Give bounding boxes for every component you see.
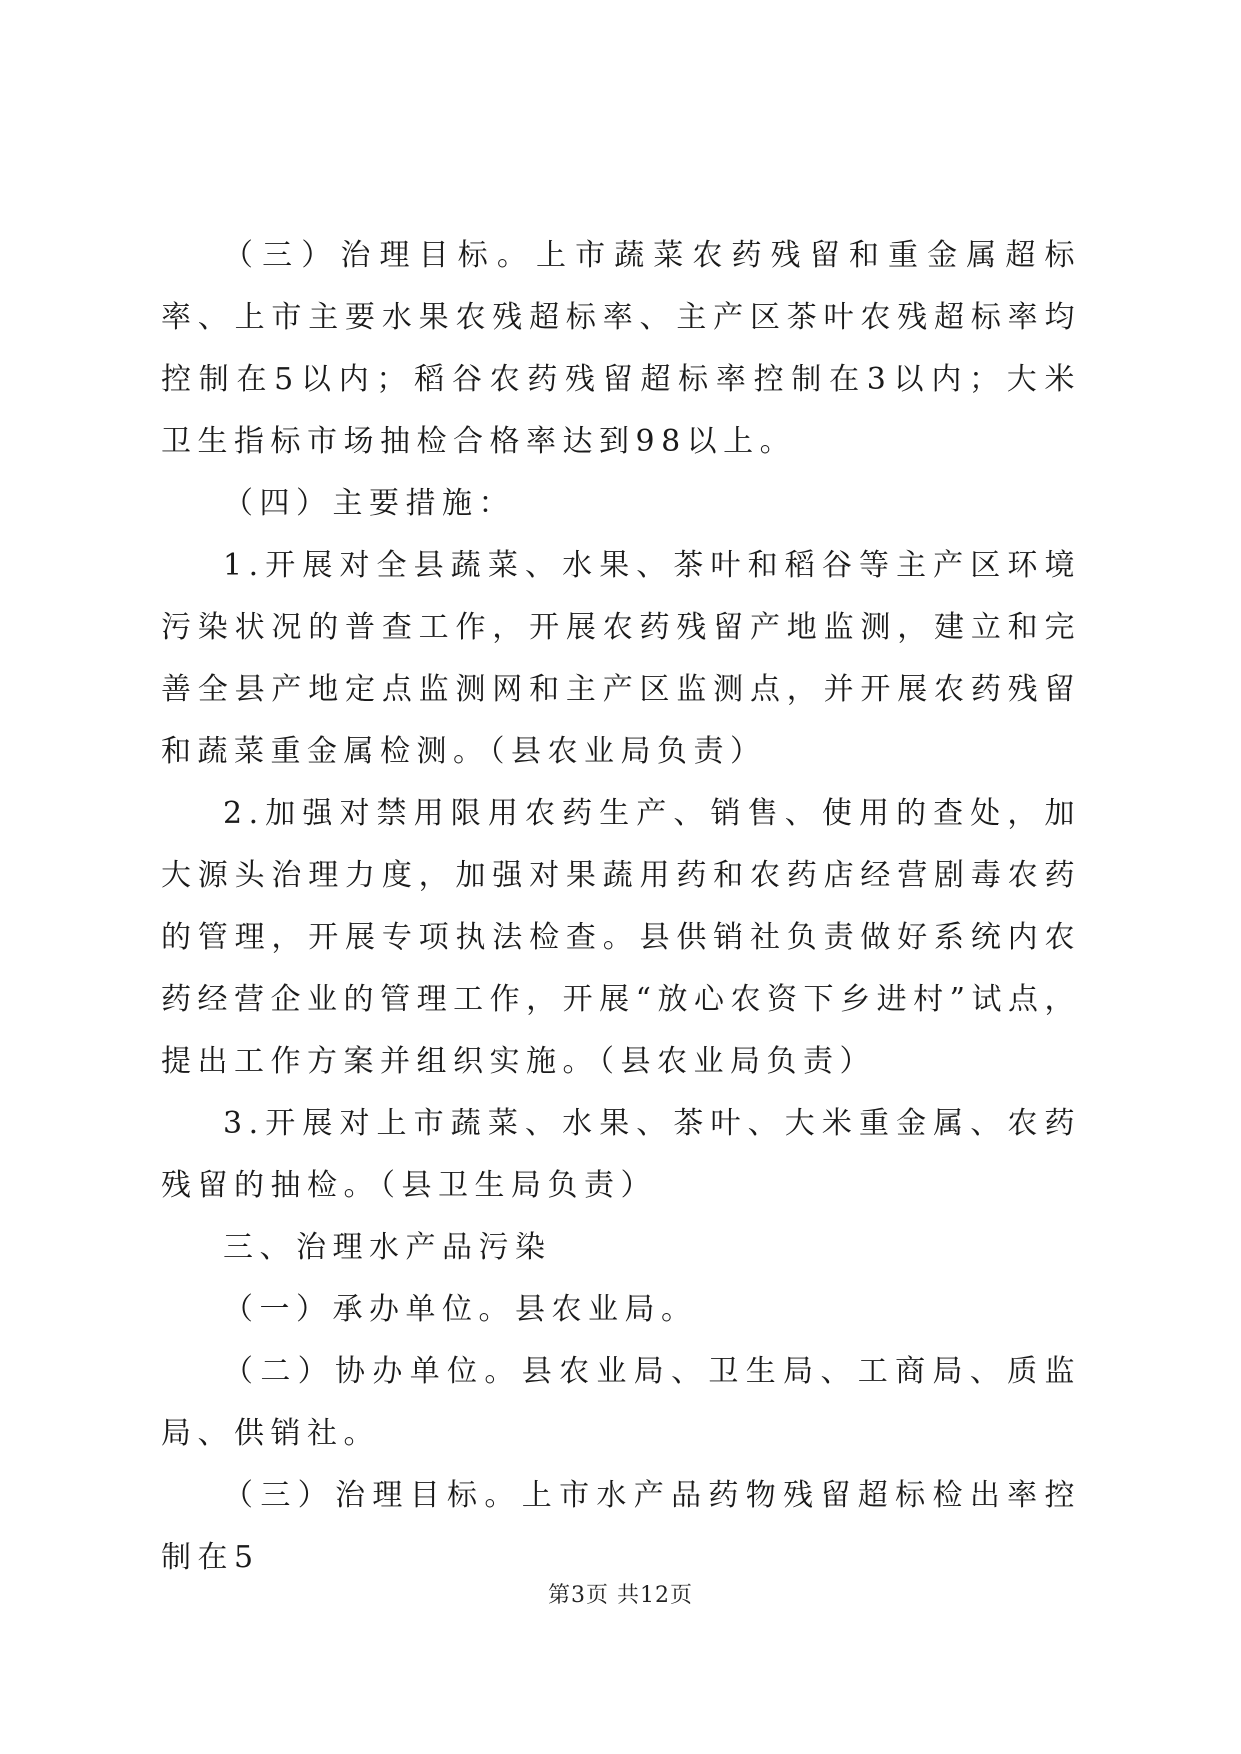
section-heading-aquatic-products: 三、治理水产品污染 xyxy=(223,1230,552,1265)
paragraph-governance-target: （三）治理目标。上市蔬菜农药残留和重金属超标率、上市主要水果农残超标率、主产区茶叶农残超标率均控制在5以内；稻谷农药残留超标率控制在3以内；大米卫生指标市场抽检合格率达到98以上。 xyxy=(161,238,1081,459)
paragraph-host-unit: （一）承办单位。县农业局。 xyxy=(223,1292,698,1327)
paragraph-aquatic-target: （三）治理目标。上市水产品药物残留超标检出率控制在5 xyxy=(161,1478,1081,1575)
paragraph-measure-1: 1.开展对全县蔬菜、水果、茶叶和稻谷等主产区环境污染状况的普查工作，开展农药残留产地监测，建立和完善全县产地定点监测网和主产区监测点，并开展农药残留和蔬菜重金属检测。（县农业局负责） xyxy=(161,548,1081,769)
page-footer: 第3页 共12页 xyxy=(548,1583,693,1608)
paragraph-measure-3: 3.开展对上市蔬菜、水果、茶叶、大米重金属、农药残留的抽检。（县卫生局负责） xyxy=(161,1106,1081,1203)
paragraph-measure-2: 2.加强对禁用限用农药生产、销售、使用的查处，加大源头治理力度，加强对果蔬用药和农药店经营剧毒农药的管理，开展专项执法检查。县供销社负责做好系统内农药经营企业的管理工作，开展“放心农资下乡进村”试点，提出工作方案并组织实施。（县农业局负责） xyxy=(161,796,1081,1079)
paragraph-main-measures-heading: （四）主要措施： xyxy=(223,486,515,521)
document-body xyxy=(161,225,1081,1589)
paragraph-co-units: （二）协办单位。县农业局、卫生局、工商局、质监局、供销社。 xyxy=(161,1354,1081,1451)
